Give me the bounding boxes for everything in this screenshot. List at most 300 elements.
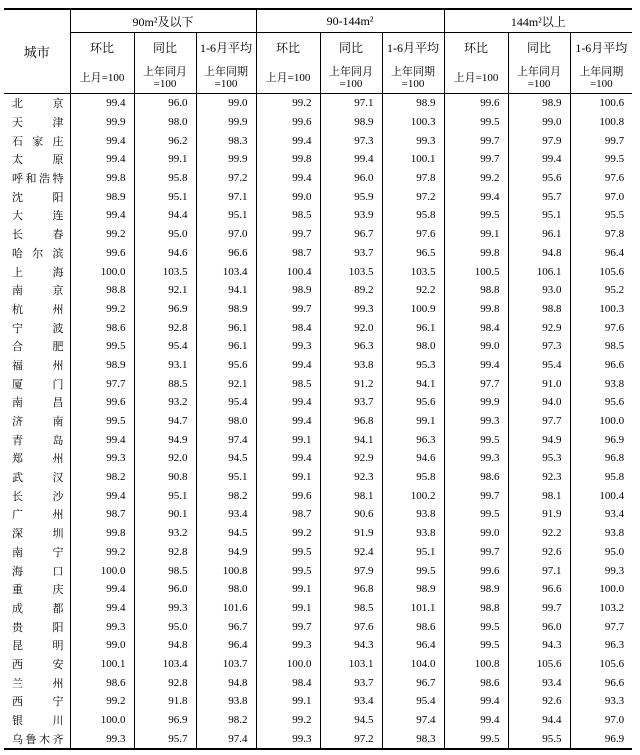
- index-value: 103.4: [196, 262, 256, 281]
- index-value: 99.3: [444, 449, 508, 468]
- index-value: 95.0: [134, 617, 196, 636]
- index-value: 95.5: [604, 209, 625, 222]
- table-row: [4, 580, 632, 599]
- subheader-yoy: 同比: [134, 33, 196, 64]
- index-value: 99.4: [508, 150, 570, 169]
- index-value: 95.8: [382, 206, 444, 225]
- index-value: 97.3: [320, 131, 382, 150]
- index-value: 96.0: [134, 580, 196, 599]
- index-value: 93.4: [320, 692, 382, 711]
- index-value: 99.4: [444, 711, 508, 730]
- index-value: 98.9: [256, 281, 320, 300]
- index-value: 98.9: [382, 580, 444, 599]
- table-row: [4, 636, 632, 655]
- table-row: [4, 599, 632, 618]
- index-value: 93.8: [604, 527, 625, 540]
- index-value: 99.7: [256, 225, 320, 244]
- index-value: 95.4: [196, 393, 256, 412]
- city-name: 石家庄: [4, 131, 70, 150]
- index-value: 96.4: [604, 246, 625, 259]
- index-value: 99.3: [134, 599, 196, 618]
- index-value: 92.2: [508, 524, 570, 543]
- index-value: 98.9: [70, 356, 134, 375]
- index-value: 99.0: [196, 94, 256, 113]
- index-value: 95.4: [508, 356, 570, 375]
- index-value: 95.6: [382, 393, 444, 412]
- index-value: 96.0: [508, 617, 570, 636]
- index-value: 95.1: [508, 206, 570, 225]
- index-value: 93.8: [604, 377, 625, 390]
- index-value: 94.6: [382, 449, 444, 468]
- index-value: 95.0: [134, 225, 196, 244]
- base-label: 上年同月=100: [508, 63, 570, 94]
- index-value: 99.1: [256, 580, 320, 599]
- index-value: 98.8: [70, 281, 134, 300]
- index-value: 99.5: [444, 206, 508, 225]
- index-value: 99.5: [444, 430, 508, 449]
- index-value: 96.6: [604, 358, 625, 371]
- subheader-mom: 环比: [256, 33, 320, 64]
- index-value: 92.0: [320, 318, 382, 337]
- city-name: 天津: [4, 113, 70, 132]
- index-value: 98.6: [70, 318, 134, 337]
- index-value: 98.3: [382, 729, 444, 749]
- table-row: [4, 113, 632, 132]
- table-row: [4, 150, 632, 169]
- index-value: 95.4: [382, 692, 444, 711]
- subheader-h1-avg: 1-6月平均: [575, 40, 628, 55]
- table-row: [4, 449, 632, 468]
- index-value: 99.7: [444, 543, 508, 562]
- base-label: 上年同月=100: [320, 63, 382, 94]
- index-value: 99.5: [444, 113, 508, 132]
- city-name: 昆明: [4, 636, 70, 655]
- base-label: 上月=100: [70, 63, 134, 94]
- city-name: 重庆: [4, 580, 70, 599]
- table-row: [4, 468, 632, 487]
- index-value: 92.1: [196, 374, 256, 393]
- index-value: 99.7: [604, 134, 625, 147]
- index-value: 96.1: [196, 318, 256, 337]
- index-value: 93.8: [196, 692, 256, 711]
- city-name: 上海: [4, 262, 70, 281]
- index-value: 94.3: [508, 636, 570, 655]
- city-name: 南京: [4, 281, 70, 300]
- index-value: 99.4: [444, 356, 508, 375]
- index-value: 99.6: [256, 113, 320, 132]
- index-value: 99.0: [444, 524, 508, 543]
- index-value: 99.4: [256, 412, 320, 431]
- index-value: 103.4: [134, 655, 196, 674]
- index-value: 103.1: [320, 655, 382, 674]
- index-value: 98.1: [508, 486, 570, 505]
- index-value: 98.5: [320, 599, 382, 618]
- index-value: 92.4: [320, 543, 382, 562]
- index-value: 94.9: [196, 543, 256, 562]
- index-value: 99.2: [256, 94, 320, 113]
- index-value: 97.8: [604, 228, 625, 241]
- index-value: 101.6: [196, 599, 256, 618]
- city-name: 沈阳: [4, 187, 70, 206]
- index-value: 95.8: [382, 468, 444, 487]
- index-value: 105.6: [599, 657, 625, 670]
- index-value: 99.3: [444, 412, 508, 431]
- index-value: 97.1: [196, 187, 256, 206]
- index-value: 93.0: [508, 281, 570, 300]
- index-value: 98.2: [196, 486, 256, 505]
- city-name: 深圳: [4, 524, 70, 543]
- index-value: 95.0: [604, 545, 625, 558]
- index-value: 98.9: [508, 94, 570, 113]
- index-value: 94.8: [134, 636, 196, 655]
- index-value: 96.1: [196, 337, 256, 356]
- index-value: 98.9: [320, 113, 382, 132]
- index-value: 96.7: [382, 673, 444, 692]
- city-name: 成都: [4, 599, 70, 618]
- city-name: 福州: [4, 356, 70, 375]
- index-value: 97.0: [196, 225, 256, 244]
- index-value: 101.1: [382, 599, 444, 618]
- index-value: 99.1: [256, 468, 320, 487]
- price-index-table: [4, 8, 632, 746]
- index-value: 99.5: [444, 617, 508, 636]
- index-value: 96.3: [320, 337, 382, 356]
- index-value: 93.8: [382, 524, 444, 543]
- index-value: 93.3: [604, 695, 625, 708]
- index-value: 96.9: [134, 300, 196, 319]
- index-value: 97.4: [196, 729, 256, 749]
- index-value: 90.6: [320, 505, 382, 524]
- index-value: 99.9: [196, 113, 256, 132]
- index-value: 99.3: [320, 300, 382, 319]
- index-value: 100.0: [256, 655, 320, 674]
- table-row: [4, 412, 632, 431]
- table-row: [4, 655, 632, 674]
- index-value: 96.8: [320, 580, 382, 599]
- index-value: 98.8: [508, 300, 570, 319]
- index-value: 98.9: [444, 580, 508, 599]
- index-value: 99.6: [256, 486, 320, 505]
- index-value: 104.0: [382, 655, 444, 674]
- city-name: 大连: [4, 206, 70, 225]
- index-value: 99.2: [256, 711, 320, 730]
- index-value: 100.1: [382, 150, 444, 169]
- base-label: 上年同期=100: [196, 63, 256, 94]
- table-row: [4, 524, 632, 543]
- index-value: 95.9: [320, 187, 382, 206]
- index-value: 99.8: [70, 524, 134, 543]
- index-value: 97.8: [382, 169, 444, 188]
- index-value: 94.7: [134, 412, 196, 431]
- index-value: 99.5: [256, 543, 320, 562]
- index-value: 97.2: [320, 729, 382, 749]
- index-value: 94.8: [508, 244, 570, 263]
- index-value: 93.4: [604, 508, 625, 521]
- index-value: 95.1: [134, 187, 196, 206]
- city-name: 西安: [4, 655, 70, 674]
- index-value: 99.3: [70, 729, 134, 749]
- index-value: 99.4: [256, 169, 320, 188]
- index-value: 97.9: [320, 561, 382, 580]
- index-value: 90.1: [134, 505, 196, 524]
- index-value: 99.4: [320, 150, 382, 169]
- index-value: 103.7: [196, 655, 256, 674]
- index-value: 99.3: [70, 617, 134, 636]
- index-value: 94.8: [196, 673, 256, 692]
- index-value: 96.6: [604, 676, 625, 689]
- index-value: 93.7: [320, 393, 382, 412]
- index-value: 99.4: [70, 206, 134, 225]
- index-value: 93.7: [320, 673, 382, 692]
- index-value: 96.8: [320, 412, 382, 431]
- index-value: 97.6: [320, 617, 382, 636]
- index-value: 97.1: [508, 561, 570, 580]
- index-value: 95.1: [196, 206, 256, 225]
- index-value: 98.7: [70, 505, 134, 524]
- table-row: [4, 692, 632, 711]
- city-name: 杭州: [4, 300, 70, 319]
- index-value: 99.3: [604, 564, 625, 577]
- index-value: 95.4: [134, 337, 196, 356]
- index-value: 98.5: [256, 206, 320, 225]
- index-value: 98.0: [134, 113, 196, 132]
- index-value: 98.6: [444, 673, 508, 692]
- index-value: 95.1: [382, 543, 444, 562]
- index-value: 96.2: [134, 131, 196, 150]
- index-value: 97.7: [70, 374, 134, 393]
- table-row: [4, 131, 632, 150]
- index-value: 99.6: [70, 244, 134, 263]
- index-value: 96.7: [196, 617, 256, 636]
- city-name: 海口: [4, 561, 70, 580]
- index-value: 99.2: [444, 169, 508, 188]
- index-value: 98.0: [196, 412, 256, 431]
- index-value: 94.3: [320, 636, 382, 655]
- index-value: 98.8: [444, 281, 508, 300]
- base-label: 上年同期=100: [570, 63, 632, 94]
- index-value: 93.8: [320, 356, 382, 375]
- table-row: [4, 318, 632, 337]
- index-value: 103.5: [320, 262, 382, 281]
- city-name: 济南: [4, 412, 70, 431]
- index-value: 92.9: [508, 318, 570, 337]
- index-value: 98.9: [382, 94, 444, 113]
- index-value: 99.8: [444, 300, 508, 319]
- index-value: 103.5: [134, 262, 196, 281]
- index-value: 99.4: [256, 356, 320, 375]
- table-body: [4, 94, 632, 750]
- index-value: 97.4: [382, 711, 444, 730]
- index-value: 94.5: [196, 449, 256, 468]
- index-value: 98.6: [444, 468, 508, 487]
- index-value: 99.4: [70, 131, 134, 150]
- index-value: 99.5: [444, 729, 508, 749]
- city-name: 哈尔滨: [4, 244, 70, 263]
- index-value: 99.4: [70, 150, 134, 169]
- index-value: 99.1: [256, 599, 320, 618]
- index-value: 99.0: [444, 337, 508, 356]
- city-name: 青岛: [4, 430, 70, 449]
- base-label: 上月=100: [444, 63, 508, 94]
- city-name: 贵阳: [4, 617, 70, 636]
- index-value: 99.1: [382, 412, 444, 431]
- index-value: 99.0: [256, 187, 320, 206]
- index-value: 97.6: [382, 225, 444, 244]
- table-row: [4, 374, 632, 393]
- index-value: 97.0: [604, 714, 625, 727]
- index-value: 97.7: [508, 412, 570, 431]
- index-value: 96.1: [382, 318, 444, 337]
- index-value: 99.6: [70, 393, 134, 412]
- city-name: 广州: [4, 505, 70, 524]
- index-value: 99.1: [256, 430, 320, 449]
- index-value: 97.2: [196, 169, 256, 188]
- index-value: 100.6: [599, 97, 625, 110]
- index-value: 92.8: [134, 318, 196, 337]
- index-value: 103.5: [382, 262, 444, 281]
- index-value: 95.3: [382, 356, 444, 375]
- index-value: 96.4: [196, 636, 256, 655]
- index-value: 99.4: [256, 449, 320, 468]
- table-row: [4, 729, 632, 749]
- table-row: [4, 300, 632, 319]
- index-value: 99.7: [444, 131, 508, 150]
- table-row: [4, 430, 632, 449]
- index-value: 98.3: [196, 131, 256, 150]
- index-value: 99.7: [256, 617, 320, 636]
- index-value: 98.9: [196, 300, 256, 319]
- index-value: 99.5: [382, 561, 444, 580]
- index-value: 92.8: [134, 673, 196, 692]
- index-value: 99.3: [382, 131, 444, 150]
- index-value: 91.2: [320, 374, 382, 393]
- index-value: 99.4: [70, 580, 134, 599]
- index-value: 100.8: [444, 655, 508, 674]
- index-value: 99.4: [256, 131, 320, 150]
- table-row: [4, 262, 632, 281]
- city-name: 宁波: [4, 318, 70, 337]
- index-value: 99.9: [70, 113, 134, 132]
- index-value: 96.1: [508, 225, 570, 244]
- index-value: 97.9: [508, 131, 570, 150]
- index-value: 98.5: [604, 340, 625, 353]
- city-name: 厦门: [4, 374, 70, 393]
- index-value: 92.9: [320, 449, 382, 468]
- index-value: 98.4: [256, 318, 320, 337]
- index-value: 91.9: [320, 524, 382, 543]
- index-value: 94.0: [508, 393, 570, 412]
- index-value: 99.5: [444, 505, 508, 524]
- index-value: 96.0: [134, 94, 196, 113]
- index-value: 100.4: [256, 262, 320, 281]
- table-row: [4, 561, 632, 580]
- index-value: 100.3: [382, 113, 444, 132]
- index-value: 98.5: [256, 374, 320, 393]
- index-value: 99.4: [70, 599, 134, 618]
- group-header-small: 90m²及以下: [70, 9, 256, 33]
- city-name: 南宁: [4, 543, 70, 562]
- index-value: 100.8: [196, 561, 256, 580]
- index-value: 95.7: [508, 187, 570, 206]
- table-row: [4, 673, 632, 692]
- index-value: 100.2: [382, 486, 444, 505]
- table-row: [4, 169, 632, 188]
- city-name: 合肥: [4, 337, 70, 356]
- index-value: 95.5: [508, 729, 570, 749]
- index-value: 97.4: [196, 430, 256, 449]
- table-row: [4, 225, 632, 244]
- city-name: 北京: [4, 94, 70, 113]
- table-row: [4, 206, 632, 225]
- index-value: 96.4: [382, 636, 444, 655]
- index-value: 96.9: [134, 711, 196, 730]
- index-value: 99.0: [508, 113, 570, 132]
- index-value: 93.7: [320, 244, 382, 263]
- index-value: 94.5: [320, 711, 382, 730]
- index-value: 96.9: [604, 732, 625, 745]
- index-value: 92.3: [320, 468, 382, 487]
- index-value: 98.1: [320, 486, 382, 505]
- index-value: 99.4: [70, 94, 134, 113]
- index-value: 96.6: [196, 244, 256, 263]
- index-value: 94.4: [134, 206, 196, 225]
- index-value: 99.2: [256, 524, 320, 543]
- index-value: 99.8: [70, 169, 134, 188]
- index-value: 96.6: [508, 580, 570, 599]
- index-value: 99.3: [70, 449, 134, 468]
- index-value: 98.2: [70, 468, 134, 487]
- index-value: 97.0: [604, 190, 625, 203]
- subheader-yoy: 同比: [320, 33, 382, 64]
- index-value: 96.0: [320, 169, 382, 188]
- index-value: 99.2: [70, 225, 134, 244]
- table-row: [4, 486, 632, 505]
- city-name: 郑州: [4, 449, 70, 468]
- group-header-large: 144m²以上: [444, 9, 632, 33]
- city-name: 武汉: [4, 468, 70, 487]
- index-value: 95.1: [196, 468, 256, 487]
- index-value: 99.9: [444, 393, 508, 412]
- table-row: [4, 337, 632, 356]
- index-value: 89.2: [320, 281, 382, 300]
- subheader-h1-avg: 1-6月平均: [382, 33, 444, 64]
- index-value: 98.6: [382, 617, 444, 636]
- index-value: 91.8: [134, 692, 196, 711]
- index-value: 99.2: [70, 300, 134, 319]
- index-value: 93.8: [382, 505, 444, 524]
- index-value: 96.7: [320, 225, 382, 244]
- index-value: 94.1: [196, 281, 256, 300]
- index-value: 99.7: [444, 150, 508, 169]
- index-value: 93.2: [134, 393, 196, 412]
- index-value: 99.7: [508, 599, 570, 618]
- table-row: [4, 711, 632, 730]
- index-value: 94.6: [134, 244, 196, 263]
- table-row: [4, 244, 632, 263]
- index-value: 93.4: [196, 505, 256, 524]
- table-row: [4, 505, 632, 524]
- index-value: 99.2: [70, 692, 134, 711]
- index-value: 88.5: [134, 374, 196, 393]
- subheader-yoy: 同比: [508, 33, 570, 64]
- index-value: 94.1: [382, 374, 444, 393]
- city-name: 乌鲁木齐: [4, 729, 70, 749]
- index-value: 92.0: [134, 449, 196, 468]
- table-row: [4, 543, 632, 562]
- index-value: 91.0: [508, 374, 570, 393]
- index-value: 99.4: [444, 187, 508, 206]
- index-value: 99.6: [444, 94, 508, 113]
